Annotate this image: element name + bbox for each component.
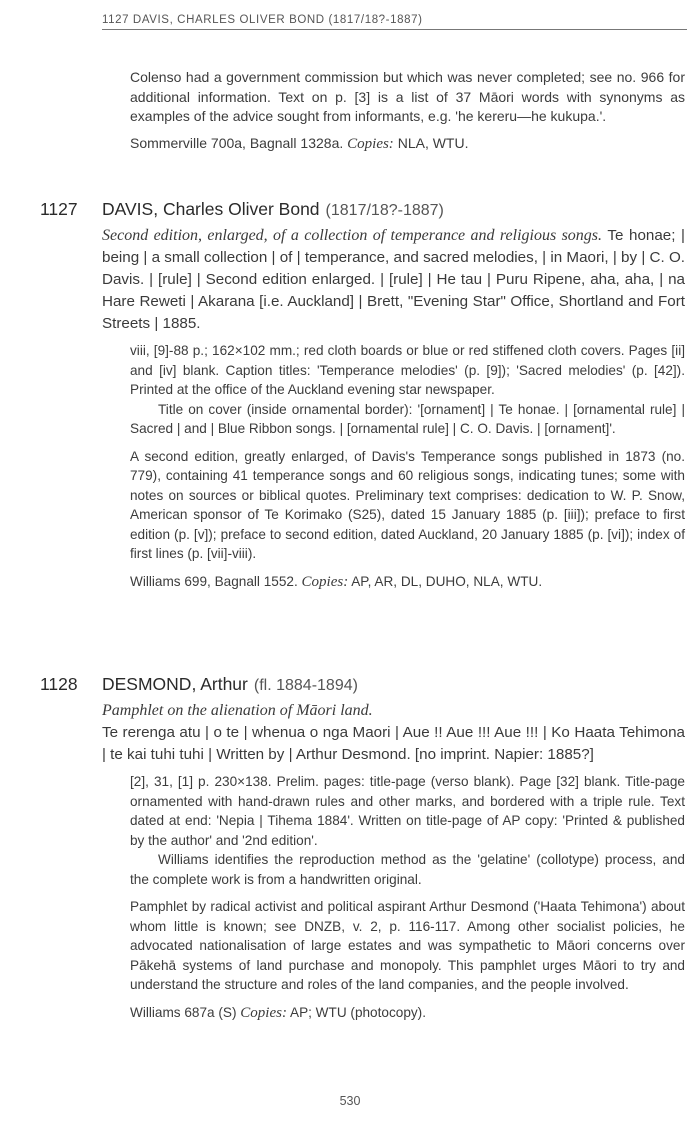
entry-collation: viii, [9]-88 p.; 162×102 mm.; red cloth boards or blue or red stiffened cloth covers. Pages [ii] and [iv] blank. Caption titles: 'Temperance melodies' (p. [9]); 'Sacred melodies' (p. [42]). Printed at the office of the Auckland evening star newspaper.: [130, 343, 685, 397]
entry-dates: (fl. 1884-1894): [253, 677, 358, 694]
entry-transcription: Te rerenga atu | o te | whenua o nga Maori | Aue !! Aue !!! Aue !!! | Ko Haata Tehimona | te kai tuhi tuhi | Written by | Arthur Desmond. [no imprint. Napier: 1885?]: [102, 724, 685, 763]
entry-copies-label: Copies:: [240, 1004, 287, 1021]
entry-commentary: A second edition, greatly enlarged, of Davis's Temperance songs published in 1873 (no. 779), containing 41 temperance songs and 60 religious songs, indicating tunes; some with notes on sources or biblical quotes. Preliminary text comprises: dedication to W. P. Snow, American sponsor of Te Korimako (S25), dated 15 January 1885 (p. [iii]); preface to first edition (p. [v]); preface to second edition, dated Auckland, 20 January 1885 (p. [vi]); index of first lines (p. [vii]-viii).: [130, 448, 685, 561]
entry-author: [102, 199, 444, 220]
entry-references: [130, 1003, 685, 1024]
entry-description: [130, 341, 685, 592]
entry-heading: [40, 199, 685, 225]
entry-title-block: [102, 700, 685, 766]
entry-1127: [40, 199, 685, 592]
entry-heading: [40, 674, 685, 700]
entry-author-name: DAVIS, Charles Oliver Bond: [102, 199, 320, 219]
entry-number: 1127: [40, 199, 78, 219]
entry-transcription: Te honae; | being | a small collection | of | temperance, and sacred melodies, | in Maori, | by | C. O. Davis. | [rule] | Second edition enlarged. | [rule] | He tau | Puru Ripene, aha, aha, | na Hare Reweti | Akarana [i.e. Auckland] | Brett, "Evening Star" Office, Shortland and Fort Streets | 1885.: [102, 227, 685, 332]
entry-title: [102, 700, 685, 766]
page-number: 530: [339, 1094, 361, 1108]
entry-cover-note: Title on cover (inside ornamental border): '[ornament] | Te honae. | [ornamental rule] | Sacred | and | Blue Ribbon songs. | [ornamental rule] | C. O. Davis. | [ornament]'.: [130, 401, 685, 436]
entry-author: [102, 674, 358, 695]
entry-english-title: Pamphlet on the alienation of Māori land.: [102, 702, 373, 719]
entry-title: [102, 225, 685, 335]
entry-author-name: DESMOND, Arthur: [102, 674, 248, 694]
entry-number: 1128: [40, 674, 78, 694]
entry-description: [130, 772, 685, 1023]
entry-refs-text: Williams 699, Bagnall 1552.: [130, 573, 298, 589]
running-head: 1127 DAVIS, CHARLES OLIVER BOND (1817/18?-1887): [102, 14, 687, 30]
entry-copies: AP, AR, DL, DUHO, NLA, WTU.: [351, 573, 543, 589]
continuation-references: [130, 134, 685, 155]
continuation-refs-text: Sommerville 700a, Bagnall 1328a.: [130, 134, 344, 151]
continuation-copies: NLA, WTU.: [397, 134, 469, 151]
entry-commentary: Pamphlet by radical activist and political aspirant Arthur Desmond ('Haata Tehimona') about whom little is known; see DNZB, v. 2, p. 116-117. Among other socialist policies, he advocated nationalisation of large estates and was sympathetic to Māori concerns over Pākehā systems of land purchase and monopoly. This pamphlet urges Māori to try and understand the structure and roles of the land companies, and the people involved.: [130, 899, 685, 992]
entry-copies: AP; WTU (photocopy).: [290, 1004, 426, 1020]
entry-collation: [2], 31, [1] p. 230×138. Prelim. pages: title-page (verso blank). Page [32] blank. Title-page ornamented with hand-drawn rules and other marks, and bordered with a triple rule. Text dated at end: 'Nepia | Tihema 1884'. Written on title-page of AP copy: 'Printed & published by the author' and '2nd edition'.: [130, 774, 685, 848]
entry-english-title: Second edition, enlarged, of a collection of temperance and religious songs.: [102, 227, 603, 244]
continuation-text: Colenso had a government commission but which was never completed; see no. 966 for additional information. Text on p. [3] is a list of 37 Māori words with synonyms as examples of the advice sought from informants, e.g. 'he kereru—he kukupa.'.: [130, 69, 685, 125]
entry-method-note: Williams identifies the reproduction method as the 'gelatine' (collotype) process, and the complete work is from a handwritten original.: [130, 852, 685, 887]
continuation-copies-label: Copies:: [347, 135, 394, 152]
continuation-block: [130, 68, 685, 154]
entry-title-block: [102, 225, 685, 335]
entry-1128: [40, 674, 685, 1023]
entry-copies-label: Copies:: [301, 573, 349, 590]
entry-refs-text: Williams 687a (S): [130, 1004, 237, 1020]
entry-dates: (1817/18?-1887): [325, 202, 444, 219]
entry-references: [130, 572, 685, 593]
